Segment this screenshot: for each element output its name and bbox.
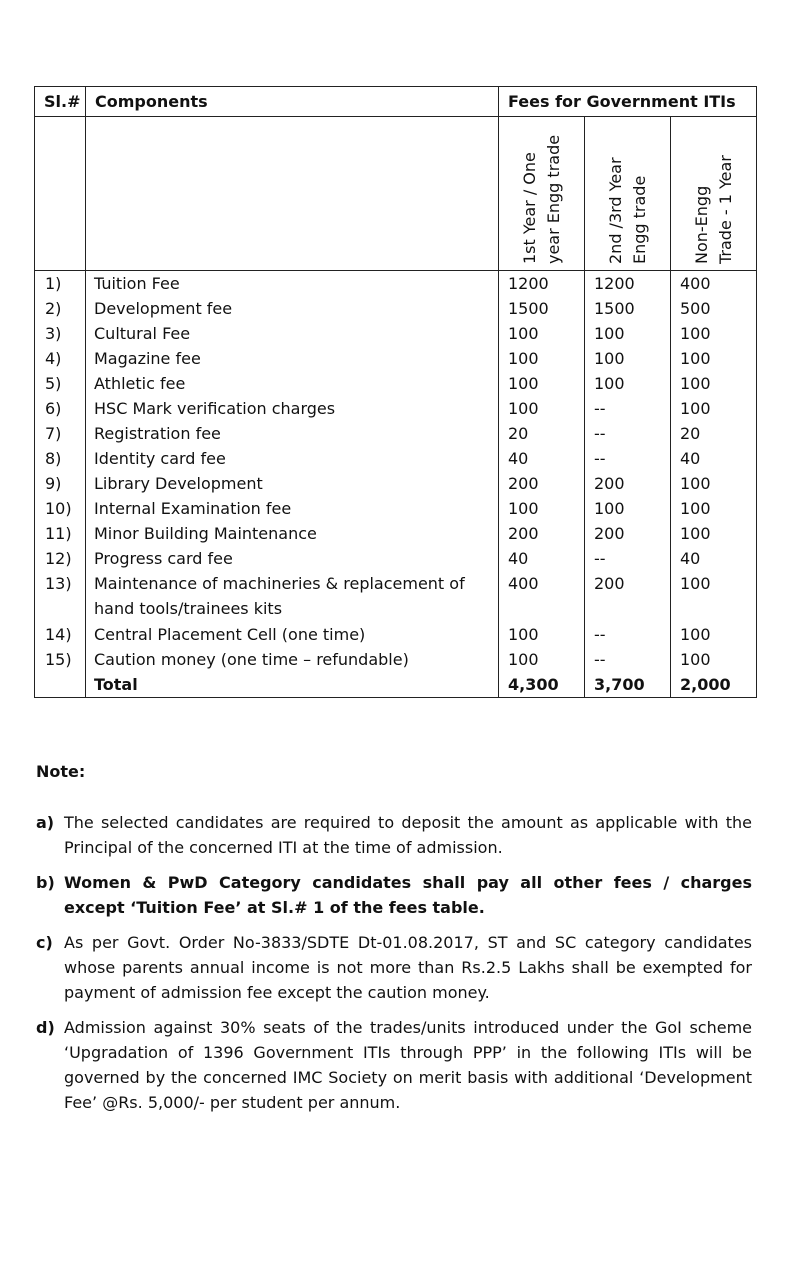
row-fee-3: 100 (671, 396, 757, 421)
table-header-row (35, 87, 757, 117)
table-row (35, 271, 757, 297)
row-fee-3: 400 (671, 271, 757, 297)
row-component: Cultural Fee (86, 321, 499, 346)
row-component: Athletic fee (86, 371, 499, 396)
total-fee-3: 2,000 (671, 672, 757, 698)
row-sl: 10) (35, 496, 86, 521)
note-item (36, 930, 752, 1005)
col1-header (499, 117, 585, 271)
note-text: As per Govt. Order No-3833/SDTE Dt-01.08.2017, ST and SC category candidates whose parents annual income is not more than Rs.2.5 Lakhs shall be exempted for payment of admission fee except the caution money. (64, 933, 752, 1002)
table-row (35, 346, 757, 371)
row-sl: 8) (35, 446, 86, 471)
table-row (35, 471, 757, 496)
total-fee-1: 4,300 (499, 672, 585, 698)
row-sl: 14) (35, 622, 86, 647)
row-fee-1: 100 (499, 371, 585, 396)
row-fee-1: 100 (499, 321, 585, 346)
table-subheader-row (35, 117, 757, 271)
row-sl: 5) (35, 371, 86, 396)
row-fee-3: 100 (671, 346, 757, 371)
row-sl: 15) (35, 647, 86, 672)
row-sl: 4) (35, 346, 86, 371)
row-fee-2: 100 (585, 321, 671, 346)
row-fee-2: 200 (585, 521, 671, 546)
table-row (35, 496, 757, 521)
row-fee-3: 100 (671, 471, 757, 496)
note-text: Women & PwD Category candidates shall pay all other fees / charges except ‘Tuition Fee’ at Sl.# 1 of the fees table. (64, 873, 752, 917)
row-component: Central Placement Cell (one time) (86, 622, 499, 647)
table-row (35, 371, 757, 396)
row-fee-3: 100 (671, 571, 757, 622)
row-component: HSC Mark verification charges (86, 396, 499, 421)
row-component: Internal Examination fee (86, 496, 499, 521)
table-row (35, 396, 757, 421)
row-component: Identity card fee (86, 446, 499, 471)
row-component: Library Development (86, 471, 499, 496)
table-row (35, 446, 757, 471)
fees-group-header: Fees for Government ITIs (499, 87, 757, 117)
col2-header (585, 117, 671, 271)
row-sl: 2) (35, 296, 86, 321)
row-component: Development fee (86, 296, 499, 321)
row-component: Caution money (one time – refundable) (86, 647, 499, 672)
components-header-blank (86, 117, 499, 271)
row-fee-3: 40 (671, 546, 757, 571)
row-fee-3: 100 (671, 647, 757, 672)
row-component: Progress card fee (86, 546, 499, 571)
row-component: Registration fee (86, 421, 499, 446)
row-sl: 9) (35, 471, 86, 496)
row-fee-2: -- (585, 546, 671, 571)
row-sl: 1) (35, 271, 86, 297)
table-row (35, 296, 757, 321)
row-fee-3: 40 (671, 446, 757, 471)
note-text: The selected candidates are required to deposit the amount as applicable with the Principal of the concerned ITI at the time of admission. (64, 813, 752, 857)
row-fee-3: 100 (671, 622, 757, 647)
table-row (35, 546, 757, 571)
note-title: Note: (36, 762, 86, 781)
col2-header-line2: Engg trade (630, 175, 649, 264)
row-component: Tuition Fee (86, 271, 499, 297)
row-component-line1: Maintenance of machineries & replacement of (94, 574, 465, 593)
table-row (35, 421, 757, 446)
row-fee-1: 100 (499, 346, 585, 371)
table-row (35, 321, 757, 346)
table-row (35, 647, 757, 672)
note-label: c) (36, 933, 53, 952)
row-fee-1: 20 (499, 421, 585, 446)
row-fee-1: 100 (499, 396, 585, 421)
row-fee-2: -- (585, 396, 671, 421)
row-fee-2: 100 (585, 371, 671, 396)
row-fee-2: -- (585, 647, 671, 672)
note-label: b) (36, 873, 55, 892)
row-fee-3: 20 (671, 421, 757, 446)
col3-header-line1: Non-Engg (692, 185, 711, 264)
row-component: Minor Building Maintenance (86, 521, 499, 546)
row-sl: 11) (35, 521, 86, 546)
row-component: Magazine fee (86, 346, 499, 371)
table-row (35, 521, 757, 546)
row-fee-1: 400 (499, 571, 585, 622)
fees-table (34, 86, 757, 698)
row-fee-2: 200 (585, 471, 671, 496)
col3-header-line2: Trade - 1 Year (716, 154, 735, 264)
row-fee-2: 100 (585, 346, 671, 371)
row-sl: 12) (35, 546, 86, 571)
col1-header-line1: 1st Year / One (520, 151, 539, 264)
note-item (36, 810, 752, 860)
sl-header-blank (35, 117, 86, 271)
table-total-row (35, 672, 757, 698)
table-row (35, 622, 757, 647)
row-fee-2: 100 (585, 496, 671, 521)
row-fee-1: 100 (499, 647, 585, 672)
row-fee-1: 200 (499, 471, 585, 496)
table-row (35, 571, 757, 622)
note-item (36, 1015, 752, 1115)
row-fee-2: -- (585, 446, 671, 471)
total-label: Total (86, 672, 499, 698)
col1-header-line2: year Engg trade (544, 134, 563, 264)
note-text: Admission against 30% seats of the trades/units introduced under the GoI scheme ‘Upgradation of 1396 Government ITIs through PPP’ in the following ITIs will be governed by the concerned IMC Society on merit basis with additional ‘Development Fee’ @Rs. 5,000/- per student per annum. (64, 1018, 752, 1112)
row-fee-3: 100 (671, 521, 757, 546)
row-fee-3: 100 (671, 371, 757, 396)
col2-header-line1: 2nd /3rd Year (606, 156, 625, 264)
row-component (86, 571, 499, 622)
row-fee-2: -- (585, 421, 671, 446)
row-fee-2: 200 (585, 571, 671, 622)
col3-header (671, 117, 757, 271)
total-sl-blank (35, 672, 86, 698)
row-fee-3: 500 (671, 296, 757, 321)
components-header: Components (86, 87, 499, 117)
row-fee-1: 40 (499, 446, 585, 471)
row-sl: 7) (35, 421, 86, 446)
row-fee-2: 1200 (585, 271, 671, 297)
row-sl: 13) (35, 571, 86, 622)
row-fee-2: 1500 (585, 296, 671, 321)
row-fee-1: 100 (499, 622, 585, 647)
row-component-line2: hand tools/trainees kits (94, 599, 283, 618)
row-fee-3: 100 (671, 321, 757, 346)
total-fee-2: 3,700 (585, 672, 671, 698)
row-fee-1: 100 (499, 496, 585, 521)
row-fee-1: 1500 (499, 296, 585, 321)
note-label: d) (36, 1018, 55, 1037)
row-sl: 3) (35, 321, 86, 346)
sl-header: Sl.# (35, 87, 86, 117)
note-item (36, 870, 752, 920)
row-fee-1: 200 (499, 521, 585, 546)
note-label: a) (36, 813, 55, 832)
row-fee-3: 100 (671, 496, 757, 521)
row-fee-1: 1200 (499, 271, 585, 297)
notes-list (36, 810, 752, 1125)
row-sl: 6) (35, 396, 86, 421)
row-fee-2: -- (585, 622, 671, 647)
row-fee-1: 40 (499, 546, 585, 571)
